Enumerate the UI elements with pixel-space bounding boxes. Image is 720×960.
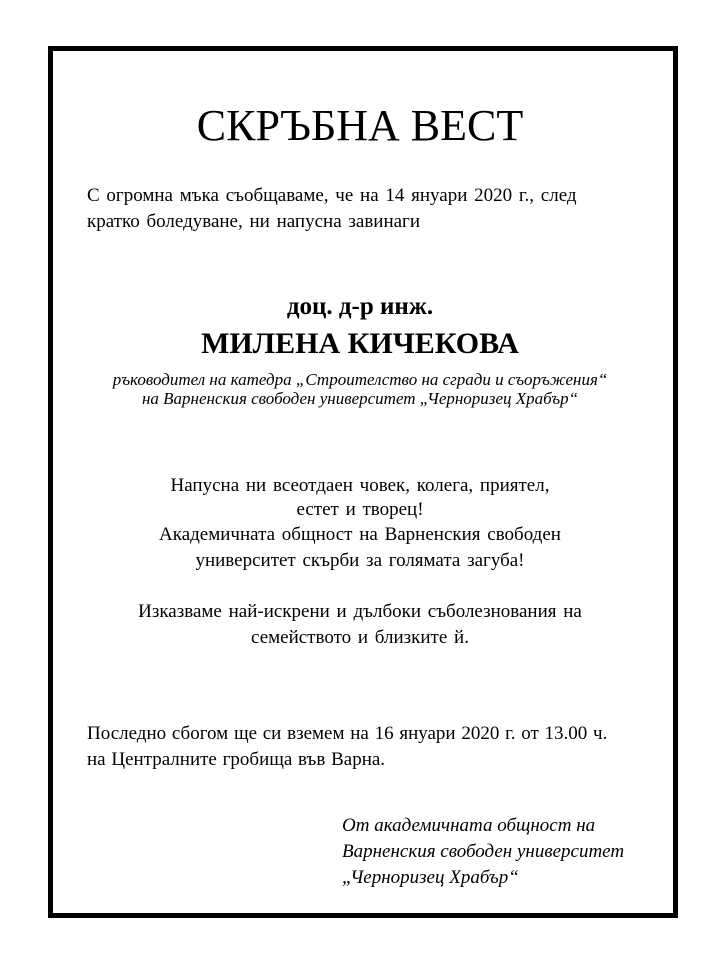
tribute-line-2: естет и творец! xyxy=(296,499,424,520)
intro-line-1: С огромна мъка съобщаваме, че на 14 януари 2020 г., след xyxy=(87,185,577,206)
intro-line-2: кратко боледуване, ни напусна завинаги xyxy=(87,211,421,232)
academic-degree: доц. д-р инж. xyxy=(286,293,434,320)
tribute-line-3: Академичната общност на Варненския свободен xyxy=(159,524,561,545)
notice-title: СКРЪБНА ВЕСТ xyxy=(196,101,524,150)
farewell-line-1: Последно сбогом ще си вземем на 16 януари 2020 г. от 13.00 ч. xyxy=(87,723,608,744)
condolence-line-2: семейството и близките й. xyxy=(251,627,469,648)
signature-line-1: От академичната общност на xyxy=(342,815,596,836)
farewell-line-2: на Централните гробища във Варна. xyxy=(87,749,386,770)
condolence-line-1: Изказваме най-искрени и дълбоки съболезнования на xyxy=(138,601,582,622)
deceased-name: МИЛЕНА КИЧЕКОВА xyxy=(201,327,519,360)
position-line-1: ръководител на катедра „Строителство на сгради и съоръжения“ xyxy=(112,370,608,389)
tribute-line-1: Напусна ни всеотдаен човек, колега, приятел, xyxy=(170,475,550,496)
signature-line-2: Варненския свободен университет xyxy=(342,841,625,862)
signature-line-3: „Черноризец Храбър“ xyxy=(342,867,519,888)
tribute-line-4: университет скърби за голямата загуба! xyxy=(195,550,525,571)
position-line-2: на Варненския свободен университет „Черноризец Храбър“ xyxy=(141,389,579,408)
